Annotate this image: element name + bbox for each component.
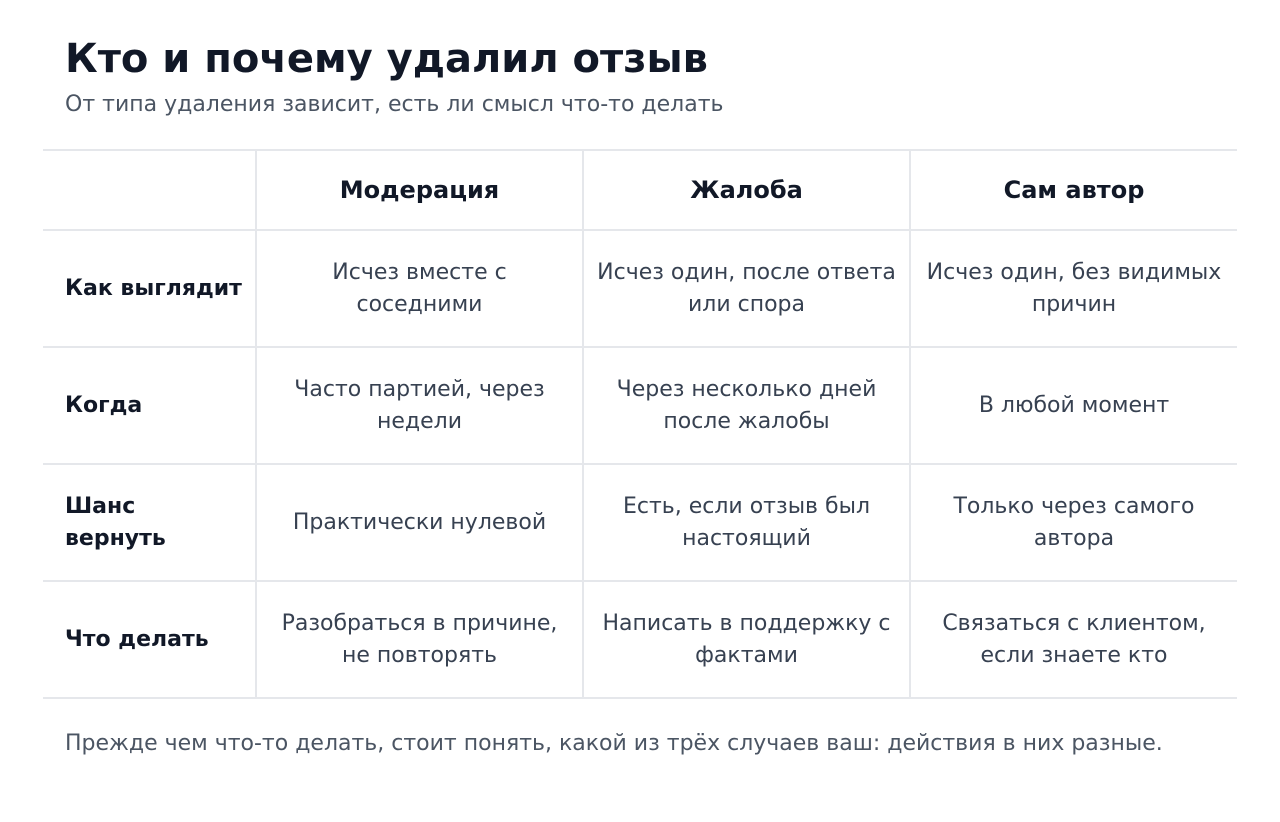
table-row [43, 347, 1237, 464]
column-header-complaint: Жалоба [583, 150, 910, 230]
table-cell: В любой момент [910, 347, 1237, 464]
row-label: Шанс вернуть [43, 464, 256, 581]
table-cell: Связаться с клиентом, если знаете кто [910, 581, 1237, 698]
table-cell: Есть, если отзыв был настоящий [583, 464, 910, 581]
table-row [43, 464, 1237, 581]
row-label: Когда [43, 347, 256, 464]
table-cell: Написать в поддержку с фактами [583, 581, 910, 698]
footer-note: Прежде чем что-то делать, стоит понять, какой из трёх случаев ваш: действия в них разные. [65, 731, 1163, 756]
table-cell: Только через самого автора [910, 464, 1237, 581]
table-cell: Разобраться в причине, не повторять [256, 581, 583, 698]
table-header-row [43, 150, 1237, 230]
column-header-empty [43, 150, 256, 230]
table-row [43, 230, 1237, 347]
column-header-author: Сам автор [910, 150, 1237, 230]
table-cell: Исчез вместе с соседними [256, 230, 583, 347]
table-row [43, 581, 1237, 698]
table-cell: Исчез один, без видимых причин [910, 230, 1237, 347]
comparison-table [43, 149, 1237, 699]
table-cell: Через несколько дней после жалобы [583, 347, 910, 464]
row-label: Как выглядит [43, 230, 256, 347]
page-title: Кто и почему удалил отзыв [65, 36, 708, 82]
table-cell: Исчез один, после ответа или спора [583, 230, 910, 347]
page-subtitle: От типа удаления зависит, есть ли смысл что-то делать [65, 92, 724, 117]
table-cell: Практически нулевой [256, 464, 583, 581]
table-cell: Часто партией, через недели [256, 347, 583, 464]
row-label: Что делать [43, 581, 256, 698]
column-header-moderation: Модерация [256, 150, 583, 230]
